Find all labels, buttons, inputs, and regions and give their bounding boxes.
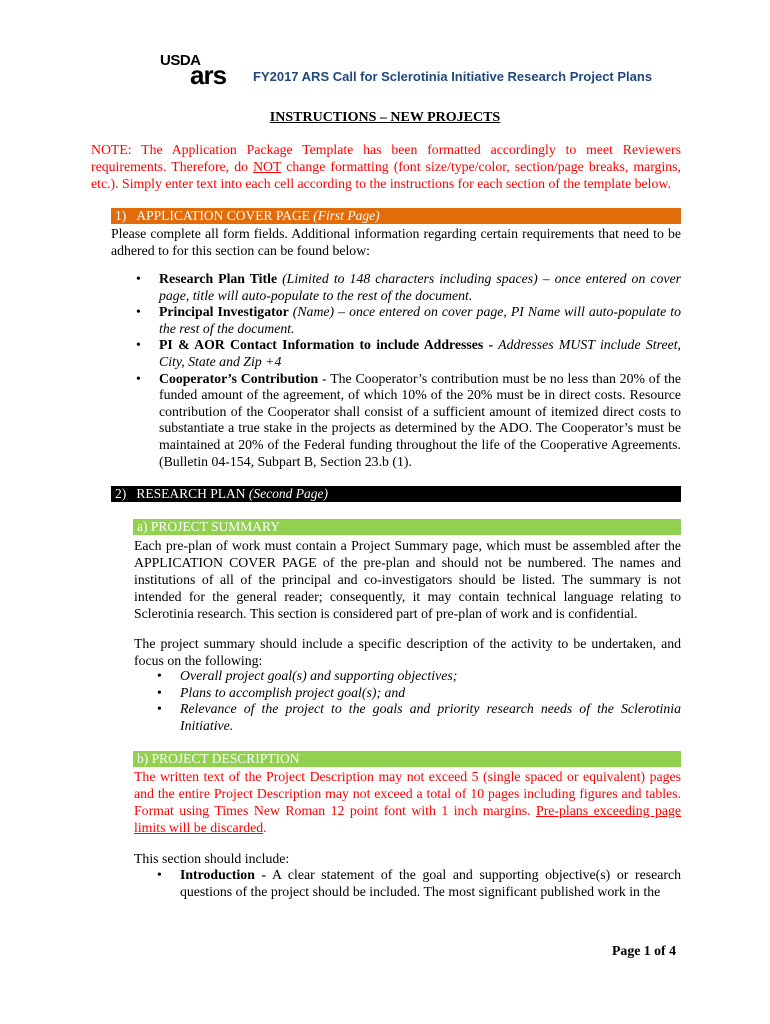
project-description-list — [157, 867, 681, 900]
limits-end: . — [263, 820, 267, 835]
section1-heading-bar — [111, 208, 681, 224]
section1-heading: 1) APPLICATION COVER PAGE — [115, 208, 314, 223]
note-part2: change formatting (font size/type/color, section/page breaks, margins, etc.). Simply enter text into each cell according to the instructions for each section of the template below. — [91, 159, 681, 191]
logo-usda-text: USDA — [160, 52, 201, 69]
item-text: (Limited to 148 characters including spaces) – once entered on cover page, title will auto-populate to the rest of the document. — [159, 271, 681, 303]
list-item — [157, 867, 681, 900]
list-item — [157, 684, 681, 702]
item-label: Introduction - — [180, 867, 267, 882]
project-summary-paragraph: Each pre-plan of work must contain a Project Summary page, which must be assembled after the APPLICATION COVER PAGE of the pre-plan and should not be numbered. The names and institutions of all of the principal and co-investigators should be listed. The summary is not intended for the general reader; consequently, it may contain technical language relating to Sclerotinia research. This section is considered part of pre-plan of work and is confidential. — [134, 538, 681, 621]
item-label: Research Plan Title — [159, 271, 278, 286]
project-description-limits — [134, 768, 681, 836]
bullet-icon: • — [136, 271, 141, 286]
item-label: Cooperator’s Contribution — [159, 370, 319, 386]
list-item — [136, 370, 681, 471]
item-label: Principal Investigator — [159, 304, 289, 320]
project-description-include: This section should include: — [134, 851, 290, 866]
item-text: (Name) – once entered on cover page, PI Name will auto-populate to the rest of the document. — [159, 304, 681, 336]
bullet-icon: • — [136, 370, 141, 386]
list-item — [136, 304, 681, 337]
limits-text: The written text of the Project Description may not exceed 5 (single spaced or equivalent) pages and the entire Project Description may not exceed a total of 10 pages including figures and tables. Format using Times New Roman 12 point font with 1 inch margins. — [134, 769, 681, 818]
usda-ars-logo — [158, 50, 238, 88]
item-text: Relevance of the project to the goals and priority research needs of the Sclerotinia Initiative. — [180, 701, 681, 733]
item-text: Plans to accomplish project goal(s); and — [180, 684, 406, 700]
project-summary-heading: a) PROJECT SUMMARY — [133, 519, 681, 535]
header-title: FY2017 ARS Call for Sclerotinia Initiative Research Project Plans — [253, 69, 653, 84]
list-item — [157, 701, 681, 734]
limits-warning: Pre-plans exceeding page limits will be discarded — [134, 803, 681, 835]
section2-heading-bar — [111, 486, 681, 502]
section1-list — [136, 271, 681, 470]
logo-ars-text: ars — [190, 60, 227, 90]
note-part1: NOTE: The Application Package Template has been formatted accordingly to meet Reviewers requirements. Therefore, do — [91, 142, 681, 174]
bullet-icon: • — [157, 701, 162, 717]
section2-heading: 2) RESEARCH PLAN — [115, 486, 249, 501]
list-item — [157, 668, 681, 685]
item-text: Overall project goal(s) and supporting objectives; — [180, 668, 458, 683]
bullet-icon: • — [136, 337, 141, 353]
item-text: - The Cooperator’s contribution must be no less than 20% of the funded amount of the agreement, of which 10% of the 20% must be in direct costs. Resource contribution of the Cooperator shall consist of a sufficient amount of itemized direct costs to substantiate a true stake in the projects as determined by the ADO. The Cooperator’s must be maintained at 20% of the Federal funding throughout the life of the Cooperative Agreements. (Bulletin 04-154, Subpart B, Section 23.b (1). — [159, 370, 681, 469]
page-number: Page 1 of 4 — [612, 943, 676, 958]
section1-intro: Please complete all form fields. Additional information regarding certain requirements that need to be adhered to for this section can be found below: — [111, 226, 681, 258]
formatting-note — [91, 141, 681, 192]
bullet-icon: • — [157, 684, 162, 700]
section1-heading-sub: (First Page) — [313, 208, 380, 223]
bullet-icon: • — [157, 867, 162, 882]
item-text: Addresses MUST include Street, City, State and Zip +4 — [159, 337, 681, 369]
document-heading: INSTRUCTIONS – NEW PROJECTS — [269, 110, 501, 125]
section2-heading-sub: (Second Page) — [248, 486, 328, 501]
item-text: A clear statement of the goal and supporting objective(s) or research questions of the project should be included. The most significant published work in the — [180, 867, 681, 899]
project-summary-focus: The project summary should include a specific description of the activity to be undertaken, and focus on the following: — [134, 636, 681, 668]
project-summary-list — [157, 668, 681, 734]
bullet-icon: • — [136, 304, 141, 320]
item-label: PI & AOR Contact Information to include Addresses - — [159, 337, 494, 353]
note-emphasis: NOT — [253, 159, 282, 174]
list-item — [136, 337, 681, 370]
bullet-icon: • — [157, 668, 162, 683]
project-description-heading: b) PROJECT DESCRIPTION — [133, 751, 681, 767]
list-item — [136, 271, 681, 304]
